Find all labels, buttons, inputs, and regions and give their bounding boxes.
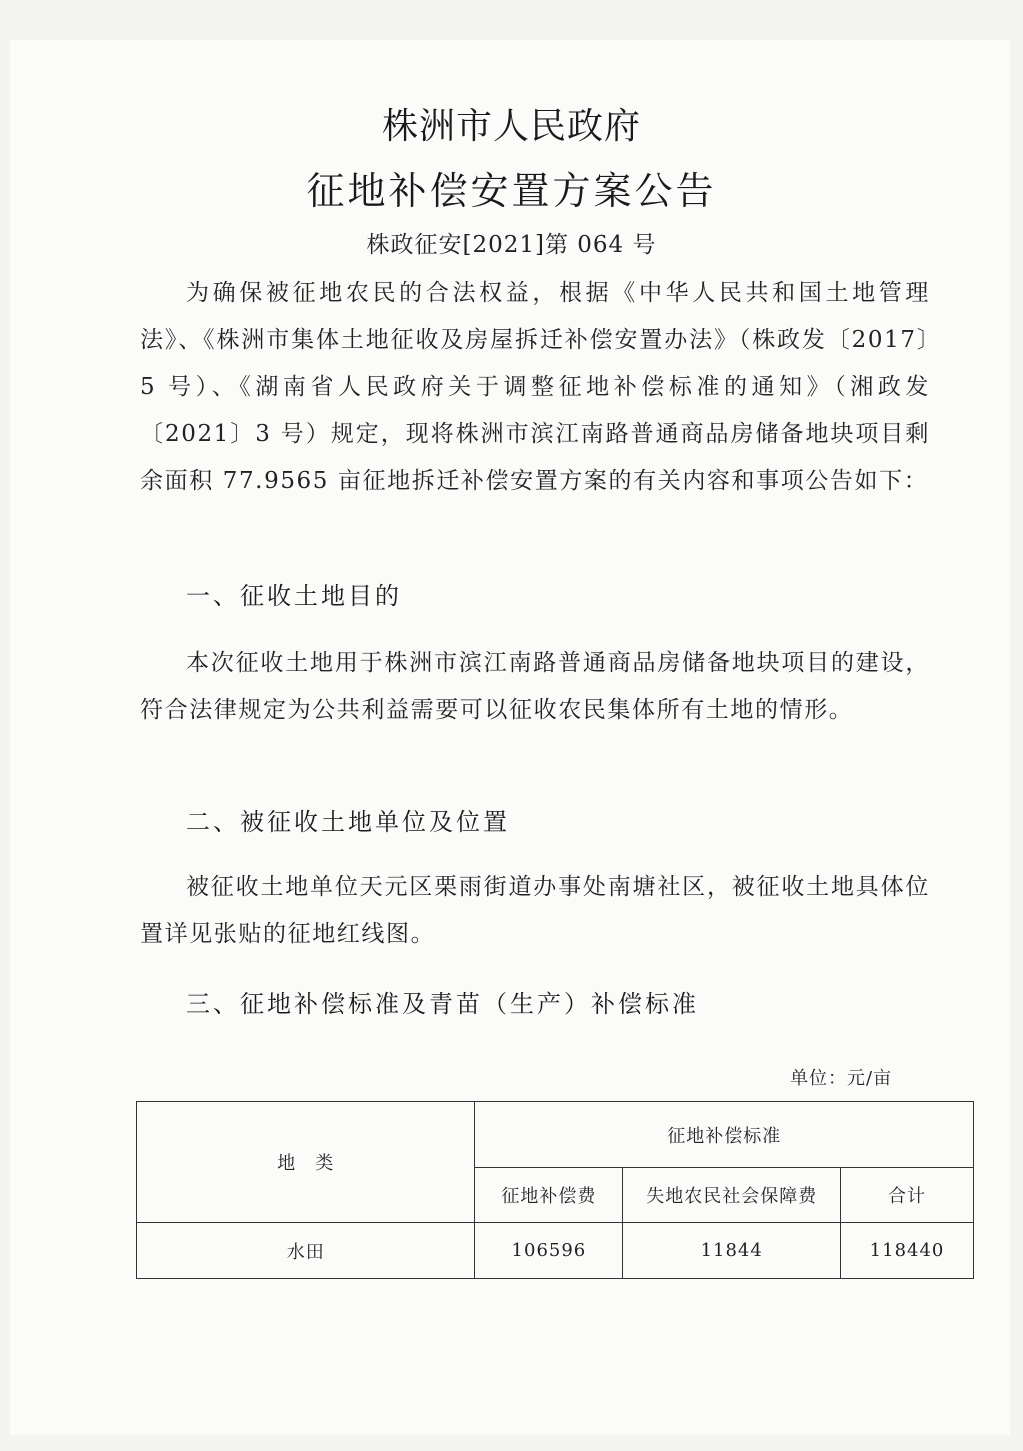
table-row <box>137 1223 974 1279</box>
cell-total: 118440 <box>841 1223 974 1279</box>
intro-paragraph: 为确保被征地农民的合法权益，根据《中华人民共和国土地管理法》、《株洲市集体土地征收及房屋拆迁补偿安置办法》（株政发〔2017〕5 号）、《湖南省人民政府关于调整征地补偿标准的通知》（湘政发〔2021〕3 号）规定，现将株洲市滨江南路普通商品房储备地块项目剩余面积 77.9565 亩征地拆迁补偿安置方案的有关内容和事项公告如下： <box>140 280 930 494</box>
section-2-heading: 二、被征收土地单位及位置 <box>186 808 510 836</box>
column-header-total: 合计 <box>841 1168 974 1223</box>
land-type-header: 地 类 <box>137 1102 475 1223</box>
cell-land-type: 水田 <box>137 1223 475 1279</box>
section-1-heading: 一、征收土地目的 <box>186 582 402 610</box>
document-title: 征地补偿安置方案公告 <box>306 169 717 213</box>
table-unit-label: 单位：元/亩 <box>790 1068 893 1089</box>
issuing-organization: 株洲市人民政府 <box>381 106 641 147</box>
section-1-body: 本次征收土地用于株洲市滨江南路普通商品房储备地块项目的建设，符合法律规定为公共利益需要可以征收农民集体所有土地的情形。 <box>140 650 930 723</box>
column-header-compensation: 征地补偿费 <box>475 1168 623 1223</box>
table-header-row <box>137 1102 974 1168</box>
cell-social-security: 11844 <box>623 1223 841 1279</box>
compensation-table <box>136 1101 974 1279</box>
column-header-social-security: 失地农民社会保障费 <box>623 1168 841 1223</box>
cell-compensation: 106596 <box>475 1223 623 1279</box>
section-2-body: 被征收土地单位天元区栗雨街道办事处南塘社区，被征收土地具体位置详见张贴的征地红线图。 <box>140 874 930 947</box>
standard-group-header: 征地补偿标准 <box>475 1102 974 1168</box>
section-3-heading: 三、征地补偿标准及青苗（生产）补偿标准 <box>186 990 699 1018</box>
document-number: 株政征安[2021]第 064 号 <box>366 232 657 258</box>
